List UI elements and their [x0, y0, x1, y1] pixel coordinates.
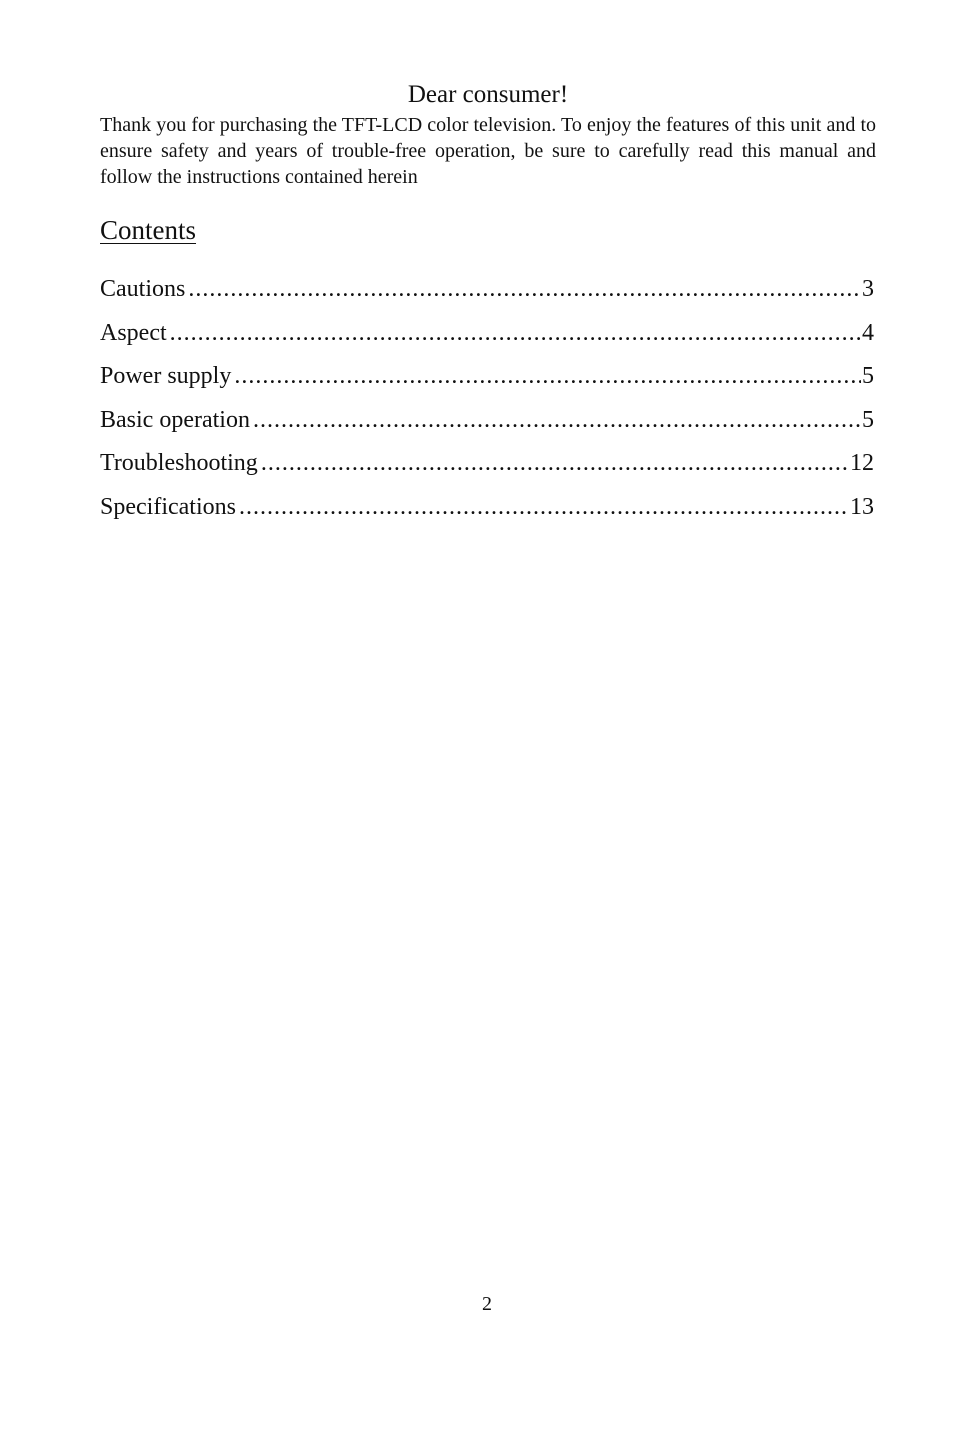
toc-entry-label: Specifications: [100, 493, 236, 520]
toc-dot-leader: [188, 272, 861, 306]
toc-entry-label: Power supply: [100, 363, 232, 390]
toc-dot-leader: [261, 446, 849, 480]
toc-entry-label: Cautions: [100, 276, 186, 302]
toc-entry-page: 4: [862, 319, 874, 346]
toc-entry-label: Troubleshooting: [100, 450, 258, 477]
toc-entry-label: Aspect: [100, 319, 167, 346]
toc-entry-page: 3: [862, 276, 874, 302]
toc-entry-label: Basic operation: [100, 406, 250, 433]
toc-entry-page: 12: [850, 450, 874, 477]
table-of-contents: [100, 272, 874, 524]
toc-entry-specifications: [100, 490, 874, 524]
toc-dot-leader: [170, 316, 861, 350]
page-number: 2: [482, 1293, 492, 1315]
toc-entry-basic-operation: [100, 403, 874, 437]
toc-entry-page: 5: [862, 363, 874, 390]
toc-entry-aspect: [100, 316, 874, 350]
toc-dot-leader: [239, 490, 849, 524]
greeting-heading: Dear consumer!: [407, 81, 569, 108]
toc-entry-page: 5: [862, 406, 874, 433]
toc-entry-cautions: [100, 272, 874, 306]
toc-entry-power-supply: [100, 359, 874, 393]
toc-entry-troubleshooting: [100, 446, 874, 480]
document-page: [100, 78, 876, 534]
toc-entry-page: 13: [850, 493, 874, 520]
contents-heading: Contents: [100, 215, 197, 245]
toc-dot-leader: [234, 359, 861, 393]
toc-dot-leader: [253, 403, 861, 437]
intro-paragraph: Thank you for purchasing the TFT-LCD color television. To enjoy the features of this unit and to ensure safety and years of trouble-free operation, be sure to carefully read this manual and follow the instructions contained herein: [100, 114, 876, 188]
